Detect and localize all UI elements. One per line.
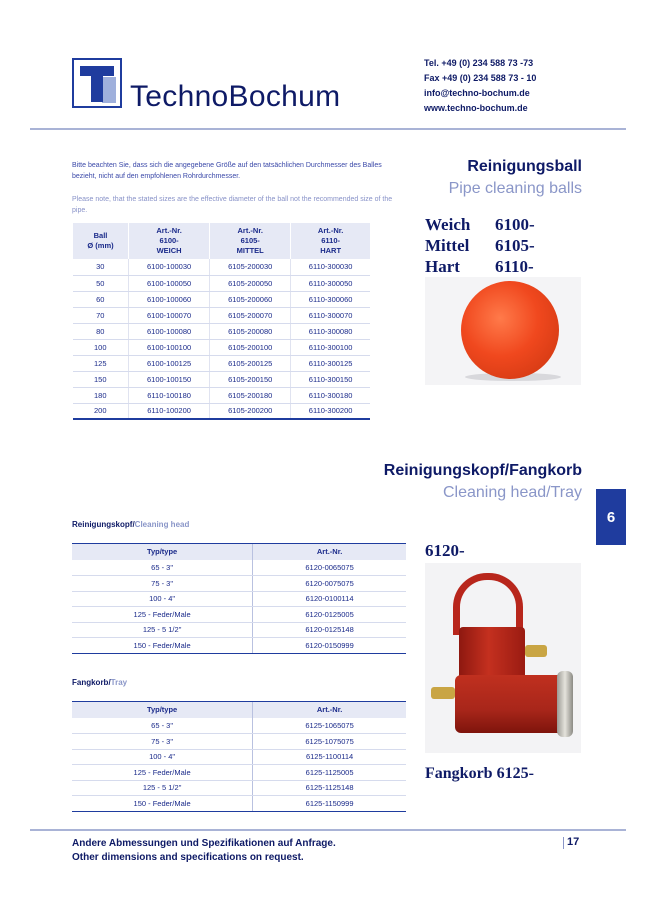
footer-note	[72, 837, 336, 865]
table-row	[72, 607, 406, 623]
tray-subheading-de: Fangkorb/	[72, 678, 111, 687]
table-cell: 6110-300125	[291, 355, 370, 371]
ball-photo	[425, 277, 581, 385]
table-cell: 6100-100060	[129, 291, 210, 307]
hardness-label: Mittel	[425, 236, 470, 255]
table-row	[72, 780, 406, 796]
table-cell: 6125-1100114	[253, 749, 406, 765]
col-header-artnr: Art.-Nr.	[253, 544, 406, 561]
hardness-label: Hart	[425, 257, 460, 276]
table-cell: 6125-1150999	[253, 796, 406, 812]
table-cell: 80	[73, 323, 129, 339]
footer-note-german: Andere Abmessungen und Spezifikationen auf Anfrage.	[72, 838, 336, 849]
table-row	[72, 718, 406, 734]
tray-code: Fangkorb 6125-	[425, 765, 534, 782]
tray-coupling	[557, 671, 573, 737]
col-header-type: Typ/type	[72, 544, 253, 561]
table-cell: 6110-300180	[291, 387, 370, 403]
table-cell: 100 - 4"	[72, 749, 253, 765]
hardness-code: 6110-	[495, 257, 534, 276]
table-cell: 6105-200180	[210, 387, 291, 403]
col-header-type: Typ/type	[72, 702, 253, 719]
table-cell: 6100-100030	[129, 259, 210, 275]
table-row	[73, 307, 371, 323]
table-row	[73, 259, 371, 275]
logo-t-bar	[80, 66, 114, 76]
head-subheading-de: Reinigungskopf/	[72, 520, 135, 529]
table-row	[73, 355, 371, 371]
table-cell: 6110-300080	[291, 323, 370, 339]
hardness-row	[425, 256, 535, 277]
table-row	[72, 638, 406, 654]
col-header-mittel: Art.-Nr. 6105- MITTEL	[210, 223, 291, 259]
chapter-tab: 6	[596, 489, 626, 545]
tray-table	[72, 701, 406, 812]
hardness-label: Weich	[425, 215, 471, 234]
table-cell: 6105-200150	[210, 371, 291, 387]
table-cell: 6120-0100114	[253, 591, 406, 607]
tray-valve	[525, 645, 547, 657]
table-cell: 6110-100180	[129, 387, 210, 403]
col-header-artnr: Art.-Nr.	[253, 702, 406, 719]
table-cell: 6100-100080	[129, 323, 210, 339]
col-header-hart: Art.-Nr. 6110- HART	[291, 223, 370, 259]
head-subheading	[72, 520, 189, 529]
table-cell: 6105-200125	[210, 355, 291, 371]
table-row	[72, 591, 406, 607]
tray-subheading	[72, 678, 127, 687]
ball-title-english: Pipe cleaning balls	[448, 180, 582, 197]
table-row	[73, 275, 371, 291]
table-cell: 6125-1125148	[253, 780, 406, 796]
table-cell: 6105-200100	[210, 339, 291, 355]
table-cell: 50	[73, 275, 129, 291]
table-row	[72, 796, 406, 812]
logo	[72, 58, 122, 108]
tray-valve	[431, 687, 455, 699]
tray-handle	[453, 573, 523, 635]
contact-block	[424, 56, 536, 116]
table-cell: 6105-200200	[210, 403, 291, 419]
table-cell: 6110-300070	[291, 307, 370, 323]
footer-divider	[30, 829, 626, 831]
head-subheading-en: Cleaning head	[134, 520, 190, 529]
contact-fax: Fax +49 (0) 234 588 73 - 10	[424, 73, 537, 83]
contact-website[interactable]: www.techno-bochum.de	[424, 103, 528, 113]
table-cell: 6105-200050	[210, 275, 291, 291]
table-cell: 75 - 3"	[72, 734, 253, 750]
table-cell: 6120-0125005	[253, 607, 406, 623]
cleaning-ball-image	[461, 281, 559, 379]
table-cell: 125 - 5 1/2"	[72, 622, 253, 638]
table-row	[73, 323, 371, 339]
table-cell: 6100-100050	[129, 275, 210, 291]
table-row	[72, 622, 406, 638]
hardness-code: 6105-	[495, 236, 535, 255]
cleaning-head-code: 6120-	[425, 541, 465, 560]
table-row	[73, 371, 371, 387]
table-cell: 6105-200080	[210, 323, 291, 339]
col-header-weich: Art.-Nr. 6100- WEICH	[129, 223, 210, 259]
table-cell: 6110-100200	[129, 403, 210, 419]
head-title-german: Reinigungskopf/Fangkorb	[383, 462, 582, 479]
note-english: Please note, that the stated sizes are the effective diameter of the ball not the recommended size of the pipe.	[72, 196, 393, 214]
table-cell: 6120-0075075	[253, 576, 406, 592]
page-separator	[563, 837, 564, 849]
table-row	[72, 765, 406, 781]
table-cell: 6105-200030	[210, 259, 291, 275]
table-cell: 6100-100125	[129, 355, 210, 371]
table-cell: 6120-0065075	[253, 560, 406, 576]
table-row	[73, 403, 371, 419]
table-cell: 6100-100100	[129, 339, 210, 355]
table-cell: 75 - 3"	[72, 576, 253, 592]
col-header-ball: Ball Ø (mm)	[73, 223, 129, 259]
ball-title-german: Reinigungsball	[467, 158, 582, 175]
ball-table	[72, 223, 370, 420]
table-cell: 70	[73, 307, 129, 323]
table-cell: 6110-300060	[291, 291, 370, 307]
table-row	[72, 749, 406, 765]
table-cell: 125 - 5 1/2"	[72, 780, 253, 796]
table-cell: 125	[73, 355, 129, 371]
logo-t-stem	[91, 76, 103, 102]
page-number: 17	[567, 836, 580, 848]
brand-name: TechnoBochum	[130, 80, 341, 113]
tray-photo	[425, 563, 581, 753]
hardness-list	[425, 214, 535, 277]
table-cell: 6110-300150	[291, 371, 370, 387]
table-cell: 6105-200060	[210, 291, 291, 307]
table-cell: 6120-0150999	[253, 638, 406, 654]
table-cell: 30	[73, 259, 129, 275]
table-cell: 180	[73, 387, 129, 403]
table-cell: 65 - 3"	[72, 560, 253, 576]
table-cell: 125 - Feder/Male	[72, 607, 253, 623]
table-cell: 6120-0125148	[253, 622, 406, 638]
tray-tube-lower	[455, 675, 563, 733]
table-row	[73, 387, 371, 403]
head-title-english: Cleaning head/Tray	[442, 484, 582, 501]
contact-email[interactable]: info@techno-bochum.de	[424, 88, 530, 98]
table-row	[73, 339, 371, 355]
table-cell: 6100-100150	[129, 371, 210, 387]
contact-phone: Tel. +49 (0) 234 588 73 -73	[424, 58, 534, 68]
table-cell: 65 - 3"	[72, 718, 253, 734]
table-cell: 100 - 4"	[72, 591, 253, 607]
table-cell: 6125-1075075	[253, 734, 406, 750]
header-divider	[30, 128, 626, 130]
table-cell: 6110-300200	[291, 403, 370, 419]
table-cell: 150	[73, 371, 129, 387]
hardness-row	[425, 214, 535, 235]
table-cell: 6125-1065075	[253, 718, 406, 734]
table-cell: 150 - Feder/Male	[72, 638, 253, 654]
table-cell: 6125-1125005	[253, 765, 406, 781]
table-row	[72, 576, 406, 592]
hardness-row	[425, 235, 535, 256]
table-row	[72, 560, 406, 576]
table-row	[73, 291, 371, 307]
note-german: Bitte beachten Sie, dass sich die angegebene Größe auf den tatsächlichen Durchmesser des Balles bezieht, nicht auf den empfohlenen Rohrdurchmesser.	[72, 162, 382, 180]
table-cell: 6110-300050	[291, 275, 370, 291]
table-cell: 125 - Feder/Male	[72, 765, 253, 781]
footer-note-english: Other dimensions and specifications on request.	[72, 852, 304, 863]
logo-t-shadow	[102, 77, 116, 103]
table-cell: 6105-200070	[210, 307, 291, 323]
table-row	[72, 734, 406, 750]
table-cell: 200	[73, 403, 129, 419]
table-cell: 6110-300030	[291, 259, 370, 275]
table-cell: 100	[73, 339, 129, 355]
hardness-code: 6100-	[495, 215, 535, 234]
table-cell: 60	[73, 291, 129, 307]
table-cell: 6110-300100	[291, 339, 370, 355]
tray-subheading-en: Tray	[110, 678, 128, 687]
cleaning-head-table	[72, 543, 406, 654]
table-cell: 6100-100070	[129, 307, 210, 323]
table-cell: 150 - Feder/Male	[72, 796, 253, 812]
